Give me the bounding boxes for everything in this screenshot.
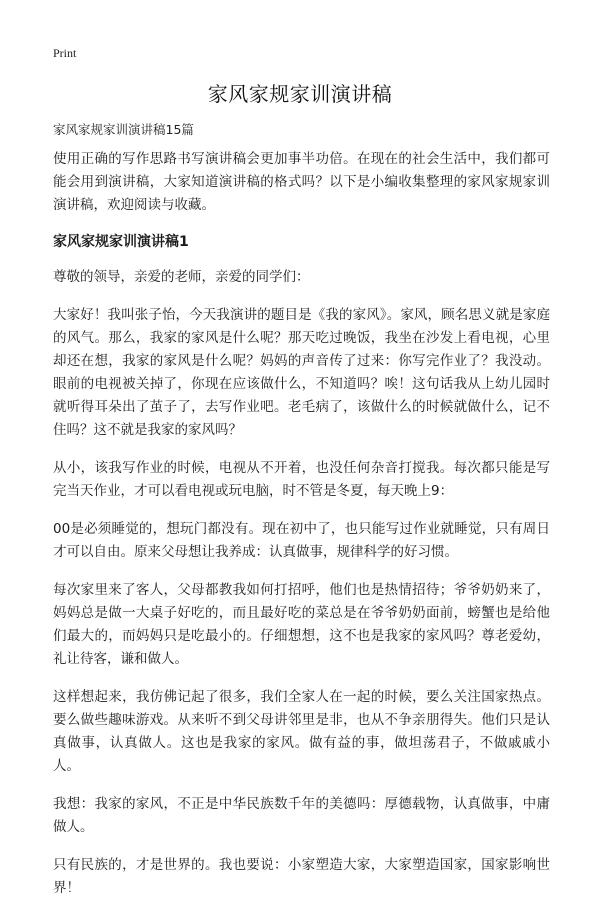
body-paragraph: 从小，该我写作业的时候，电视从不开着，也没任何杂音打搅我。每次都只能是写完当天作业，才可以看电视或玩电脑，时不管是冬夏，每天晚上9：	[53, 460, 550, 499]
body-paragraph: 大家好！我叫张子怡，今天我演讲的题目是《我的家风》。家风，顾名思义就是家庭的风气。那么，我家的家风是什么呢？那天吃过晚饭，我坐在沙发上看电视，心里却还在想，我家的家风是什么呢？妈妈的声音传了过来：你写完作业了？我没动。眼前的电视被关掉了，你现在应该做什么，不知道吗？唉！这句话我从上幼儿园时就听得耳朵出了茧子了，去写作业吧。老毛病了，该做什么的时候就做什么，记不住吗？这不就是我家的家风吗？	[53, 307, 550, 438]
intro-paragraph: 使用正确的写作思路书写演讲稿会更加事半功倍。在现在的社会生活中，我们都可能会用到演讲稿，大家知道演讲稿的格式吗？以下是小编收集整理的家风家规家训演讲稿，欢迎阅读与收藏。	[53, 151, 550, 213]
page-title: 家风家规家训演讲稿	[207, 82, 393, 106]
greeting-paragraph: 尊敬的领导，亲爱的老师，亲爱的同学们：	[53, 269, 310, 285]
body-paragraph: 这样想起来，我仿佛记起了很多，我们全家人在一起的时候，要么关注国家热点。要么做些趣味游戏。从来听不到父母讲邻里是非，也从不争亲朋得失。他们只是认真做事，认真做人。这也是我家的家风。做有益的事，做坦荡君子，不做戚戚小人。	[53, 689, 550, 774]
body-paragraph: 00是必须睡觉的，想玩门都没有。现在初中了，也只能写过作业就睡觉，只有周日才可以自由。原来父母想让我养成：认真做事，规律科学的好习惯。	[53, 521, 550, 560]
section-heading: 家风家规家训演讲稿1	[53, 234, 189, 250]
body-paragraph: 我想：我家的家风，不正是中华民族数千年的美德吗：厚德载物，认真做事，中庸做人。	[53, 796, 550, 835]
body-paragraph: 每次家里来了客人，父母都教我如何打招呼，他们也是热情招待；爷爷奶奶来了，妈妈总是做一大桌子好吃的，而且最好吃的菜总是在爷爷奶奶面前，螃蟹也是给他们最大的，而妈妈只是吃最小的。仔细想想，这不也是我家的家风吗？尊老爱幼，礼让待客，谦和做人。	[53, 582, 550, 667]
body-paragraph: 只有民族的，才是世界的。我也要说：小家塑造大家，大家塑造国家，国家影响世界！	[53, 857, 550, 896]
document-subtitle: 家风家规家训演讲稿15篇	[53, 122, 194, 137]
article-body	[53, 148, 550, 915]
print-link[interactable]: Print	[53, 46, 77, 60]
